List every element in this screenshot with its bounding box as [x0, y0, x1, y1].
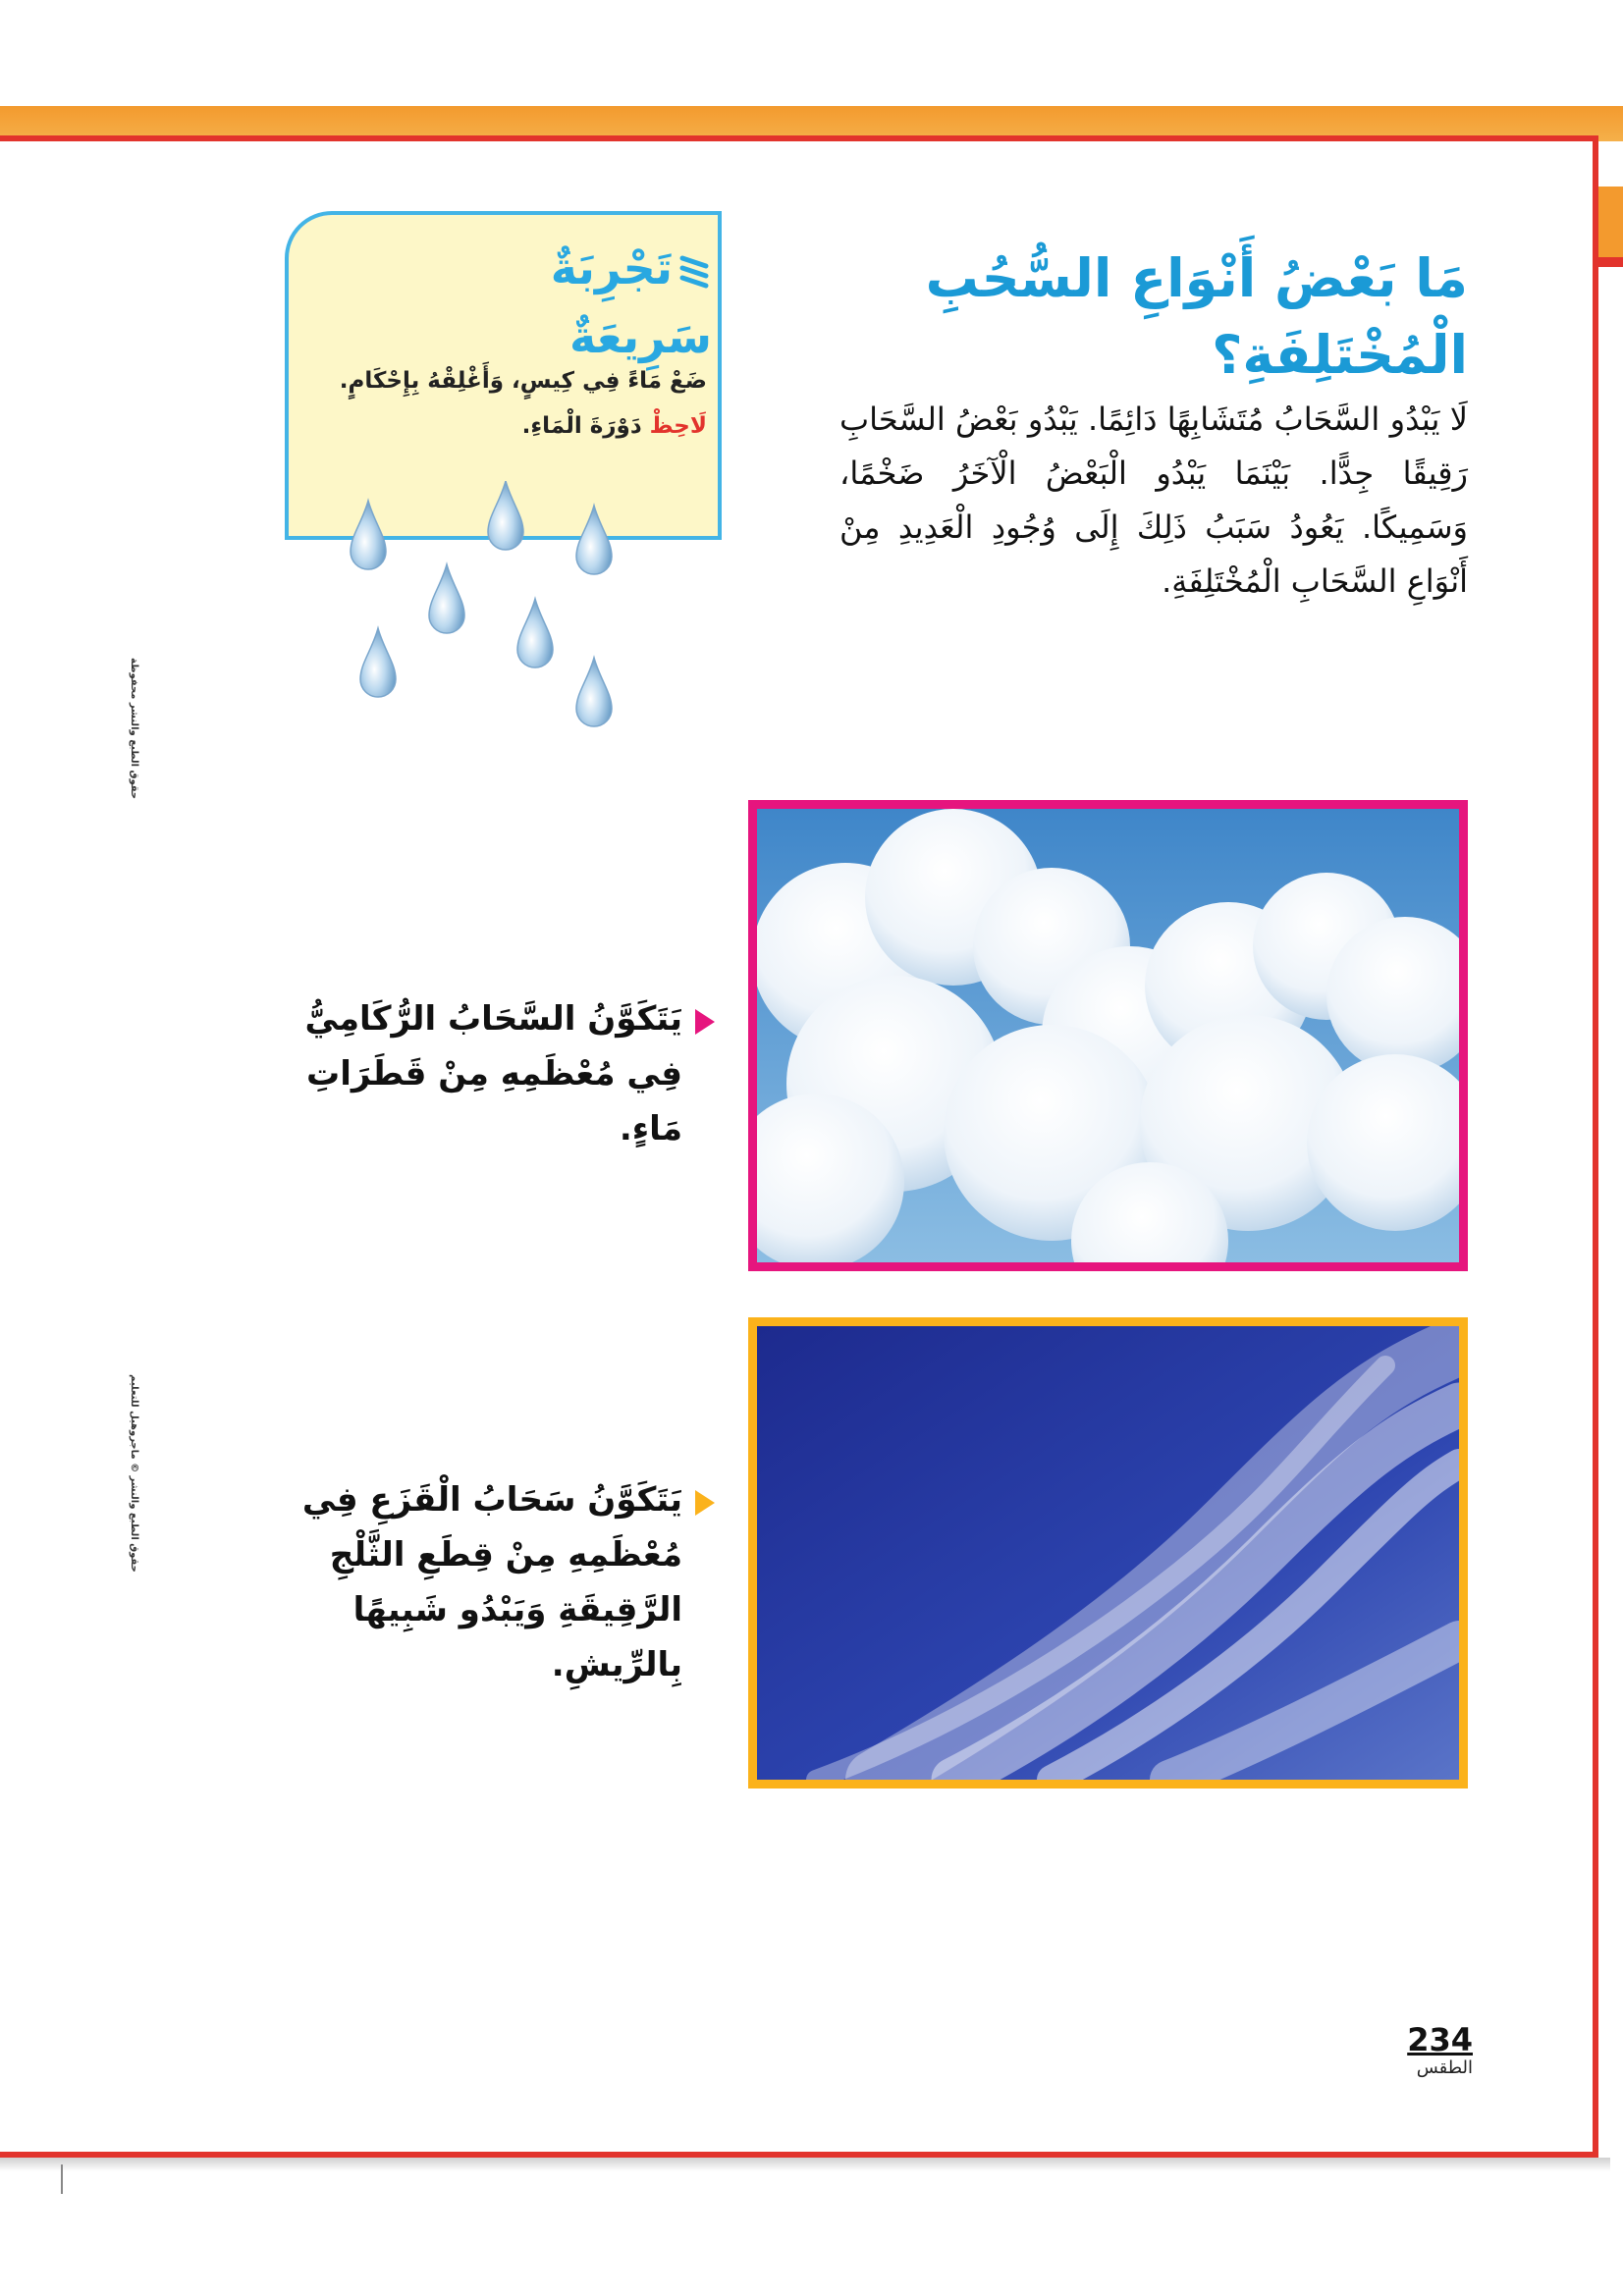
- quick-lab-title-text: تَجْرِبَةٌ سَرِيعَةٌ: [550, 241, 712, 363]
- quick-lab-highlight: لَاحِظْ: [649, 413, 707, 439]
- water-drop: [351, 501, 386, 569]
- copyright-credit: حقوق الطبع والنشر © ماجروهيل للتعليم: [129, 1374, 139, 1573]
- copyright-credit: حقوق الطبع والنشر محفوظة: [129, 658, 139, 800]
- cumulus-cloud-photo: [748, 800, 1468, 1271]
- water-drops-illustration: [339, 481, 663, 746]
- water-drop: [576, 658, 612, 726]
- page-number: 234: [1407, 2021, 1473, 2058]
- quick-lab-text-part2: دَوْرَةَ الْمَاءِ.: [521, 413, 650, 439]
- caption-arrow-icon: [695, 1490, 715, 1516]
- water-drop: [360, 628, 396, 697]
- quick-lab-title: [393, 234, 712, 371]
- page-section-label: الطقس: [1416, 2057, 1473, 2078]
- cirrus-caption: يَتَكَوَّنُ سَحَابُ الْقَزَعِ فِي مُعْظَمِهِ مِنْ قِطَعِ الثَّلْجِ الرَّقِيقَةِ وَيَبْدُو شَبِيهًا بِالرِّيشِ.: [301, 1480, 682, 1684]
- cumulus-caption: يَتَكَوَّنُ السَّحَابُ الرُّكَامِيُّ فِي مُعْظَمِهِ مِنْ قَطَرَاتِ مَاءٍ.: [304, 999, 682, 1148]
- chapter-tab-stripe: [1598, 257, 1623, 267]
- quick-lab-text-part1: ضَعْ مَاءً فِي كِيسٍ، وَأَغْلِقْهُ بِإِحْكَامٍ.: [339, 368, 707, 394]
- cirrus-cloud-photo: [748, 1317, 1468, 1789]
- page-shadow: [0, 2158, 1610, 2171]
- caption-arrow-icon: [695, 1009, 715, 1035]
- chapter-tab: [1598, 187, 1623, 265]
- margin-tick: [61, 2164, 63, 2194]
- quick-lab-text: [334, 358, 707, 449]
- water-drop: [517, 599, 553, 667]
- lesson-heading: مَا بَعْضُ أَنْوَاعِ السُّحُبِ الْمُخْتَلِفَةِ؟: [925, 247, 1468, 386]
- water-drop: [429, 564, 464, 633]
- water-drop: [488, 481, 523, 550]
- water-drop: [576, 506, 612, 574]
- lesson-body: لَا يَبْدُو السَّحَابُ مُتَشَابِهًا دَائِمًا. يَبْدُو بَعْضُ السَّحَابِ رَقِيقًا جِدًّا. بَيْنَمَا يَبْدُو الْبَعْضُ الْآخَرُ ضَخْمًا، وَسَمِيكًا. يَعُودُ سَبَبُ ذَلِكَ إِلَى وُجُودِ الْعَدِيدِ مِنْ أَنْوَاعِ السَّحَابِ الْمُخْتَلِفَةِ.: [839, 400, 1468, 600]
- quick-lab-icon: [678, 252, 712, 292]
